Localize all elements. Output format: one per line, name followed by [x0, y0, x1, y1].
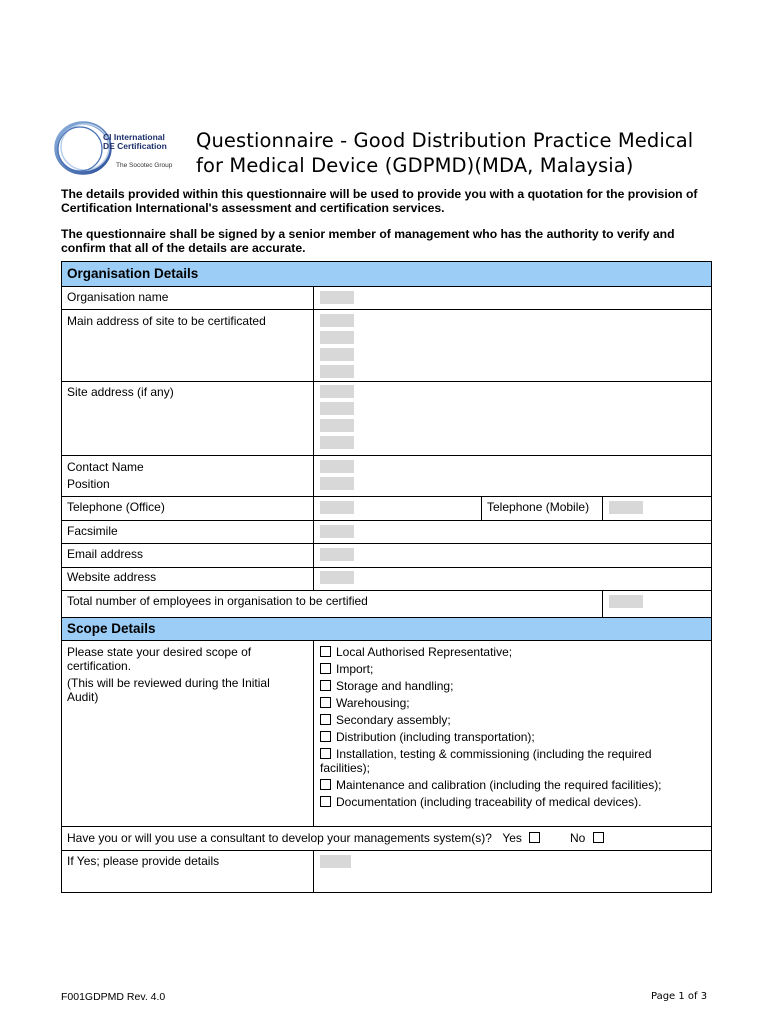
scope-option-distribution[interactable]: Distribution (including transportation); — [320, 730, 705, 747]
checkbox-secondary-assembly[interactable] — [320, 714, 331, 725]
contact-name-field[interactable] — [320, 460, 354, 473]
main-address-field-1[interactable] — [320, 314, 354, 327]
intro-paragraph-1: The details provided within this questionnaire will be used to provide you with a quotation for the provision of Certification International's assessment and certification services. — [61, 187, 698, 215]
questionnaire-table — [61, 261, 712, 893]
facsimile-label: Facsimile — [67, 524, 118, 538]
checkbox-local-authorised-rep[interactable] — [320, 646, 331, 657]
main-address-field-2[interactable] — [320, 331, 354, 344]
consultant-no-label: No — [569, 831, 586, 845]
telephone-mobile-field[interactable] — [609, 501, 643, 514]
contact-name-label: Contact Name — [67, 460, 144, 474]
site-address-field-4[interactable] — [320, 436, 354, 449]
scope-note: (This will be reviewed during the Initial Audit) — [67, 676, 270, 704]
scope-option-maintenance[interactable]: Maintenance and calibration (including the required facilities); — [320, 778, 705, 795]
organisation-details-title: Organisation Details — [67, 266, 199, 281]
organisation-name-label: Organisation name — [67, 290, 169, 304]
checkbox-distribution[interactable] — [320, 731, 331, 742]
telephone-mobile-label: Telephone (Mobile) — [487, 500, 590, 514]
scope-options — [320, 645, 705, 812]
checkbox-storage[interactable] — [320, 680, 331, 691]
email-field[interactable] — [320, 548, 354, 561]
website-field[interactable] — [320, 571, 354, 584]
organisation-details-header — [62, 262, 711, 286]
position-field[interactable] — [320, 477, 354, 490]
title-line-2: for Medical Device (GDPMD)(MDA, Malaysia) — [196, 154, 634, 177]
main-address-label: Main address of site to be certificated — [67, 314, 266, 328]
checkbox-documentation[interactable] — [320, 796, 331, 807]
page-title — [196, 128, 693, 178]
scope-option-warehousing[interactable]: Warehousing; — [320, 696, 705, 713]
position-label: Position — [67, 477, 110, 491]
page-number: Page 1 of 3 — [651, 991, 708, 1002]
intro-paragraph-2: The questionnaire shall be signed by a senior member of management who has the authority to verify and confirm that all of the details are accurate. — [61, 227, 675, 255]
form-code: F001GDPMD Rev. 4.0 — [61, 991, 166, 1003]
scope-option-secondary-assembly[interactable]: Secondary assembly; — [320, 713, 705, 730]
scope-option-installation[interactable]: Installation, testing & commissioning (including the required facilities); — [320, 747, 652, 775]
site-address-label: Site address (if any) — [67, 385, 174, 399]
title-line-1: Questionnaire - Good Distribution Practice Medical — [196, 129, 694, 152]
site-address-field-3[interactable] — [320, 419, 354, 432]
logo-line-2: DE Certification — [103, 141, 167, 151]
site-address-field-1[interactable] — [320, 385, 354, 398]
logo-line-1: CI International — [103, 132, 165, 142]
site-address-field-2[interactable] — [320, 402, 354, 415]
main-address-field-4[interactable] — [320, 365, 354, 378]
scope-details-title: Scope Details — [67, 621, 156, 636]
checkbox-installation[interactable] — [320, 748, 331, 759]
employees-field[interactable] — [609, 595, 643, 608]
scope-option-storage[interactable]: Storage and handling; — [320, 679, 705, 696]
telephone-office-field[interactable] — [320, 501, 354, 514]
website-label: Website address — [67, 570, 157, 584]
checkbox-warehousing[interactable] — [320, 697, 331, 708]
consultant-yes-checkbox[interactable] — [529, 832, 540, 843]
scope-prompt: Please state your desired scope of certification. (This will be reviewed during the Initial Audit) — [67, 645, 297, 704]
email-label: Email address — [67, 547, 144, 561]
employees-label: Total number of employees in organisation to be certified — [67, 594, 368, 608]
consultant-yes-label: Yes — [502, 831, 522, 845]
checkbox-import[interactable] — [320, 663, 331, 674]
consultant-no-checkbox[interactable] — [593, 832, 604, 843]
facsimile-field[interactable] — [320, 525, 354, 538]
company-logo — [53, 120, 193, 175]
organisation-name-field[interactable] — [320, 291, 354, 304]
scope-option-local-authorised-rep[interactable]: Local Authorised Representative; — [320, 645, 705, 662]
consultant-row — [67, 831, 609, 845]
main-address-field-3[interactable] — [320, 348, 354, 361]
consultant-details-field[interactable] — [320, 855, 351, 868]
scope-option-documentation[interactable]: Documentation (including traceability of medical devices). — [320, 795, 705, 812]
telephone-office-label: Telephone (Office) — [67, 500, 165, 514]
logo-line-3: The Socotec Group — [116, 162, 173, 169]
consultant-question: Have you or will you use a consultant to develop your managements system(s)? — [67, 831, 492, 845]
scope-option-import[interactable]: Import; — [320, 662, 705, 679]
if-yes-label: If Yes; please provide details — [67, 854, 220, 868]
checkbox-maintenance[interactable] — [320, 779, 331, 790]
scope-details-header — [62, 618, 711, 640]
